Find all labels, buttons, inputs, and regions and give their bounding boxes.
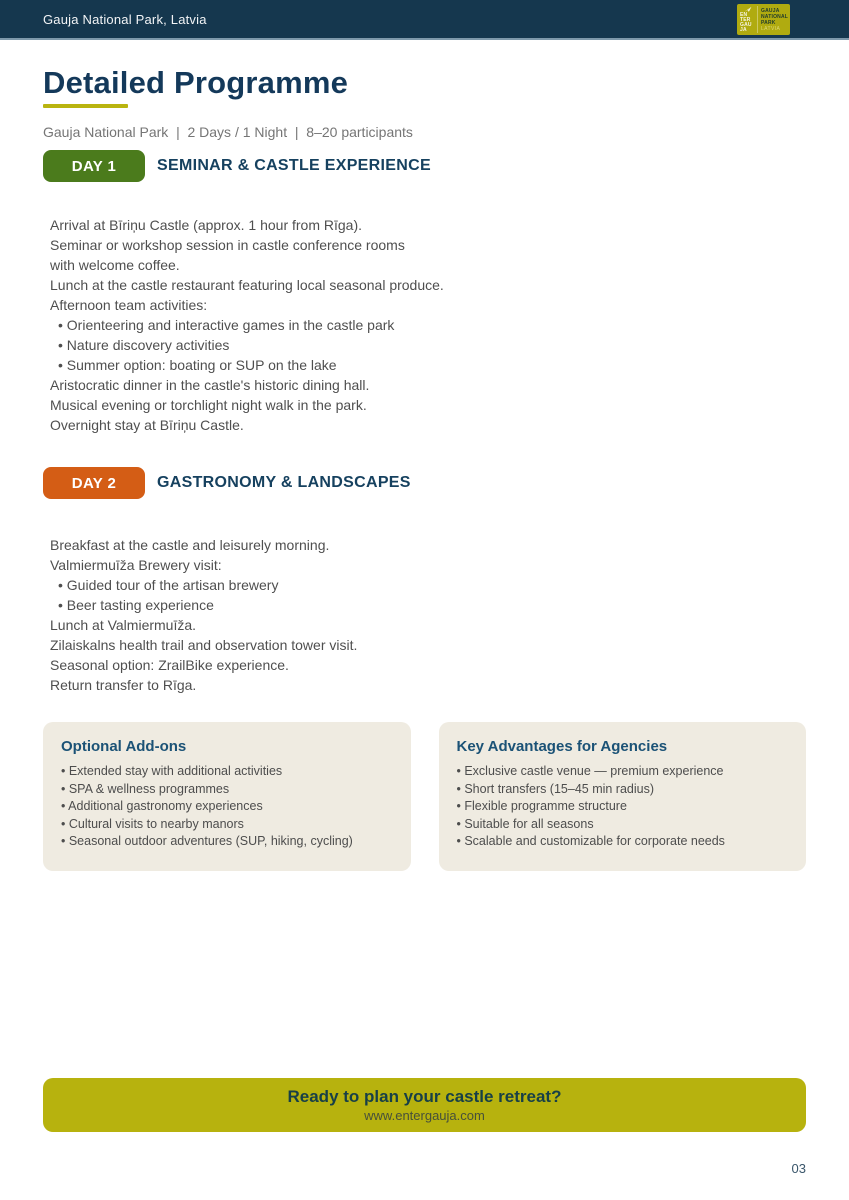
programme-bullet: • Guided tour of the artisan brewery [58, 577, 279, 593]
page-number: 03 [791, 1160, 806, 1176]
day1-header [43, 150, 806, 182]
website-link[interactable]: www.entergauja.com [364, 1107, 485, 1123]
card-bullet: • SPA & wellness programmes [61, 781, 230, 796]
day1-programme [43, 215, 806, 435]
header-title: Gauja National Park, Latvia [43, 11, 207, 27]
cta-title: Ready to plan your castle retreat? [287, 1086, 562, 1106]
logo-park-name: GAUJA NATIONAL PARK LATVIA [757, 6, 788, 33]
programme-bullet: • Beer tasting experience [58, 597, 214, 613]
programme-line: Seminar or workshop session in castle conference rooms [50, 237, 405, 253]
page-footer [43, 1160, 806, 1178]
card-bullet: • Additional gastronomy experiences [61, 799, 263, 813]
card-bullet: • Seasonal outdoor adventures (SUP, hiking, cycling) [61, 834, 353, 848]
card-bullet: • Suitable for all seasons [456, 816, 594, 831]
logo-brand-text: EN TER GAU JA [740, 11, 752, 33]
programme-line: Breakfast at the castle and leisurely morning. [50, 537, 330, 553]
card-bullet: • Extended stay with additional activities [61, 764, 283, 778]
key-advantages-title: Key Advantages for Agencies [456, 738, 668, 755]
programme-bullet: • Summer option: boating or SUP on the lake [58, 357, 337, 373]
header-bar [0, 0, 849, 40]
card-bullet: • Scalable and customizable for corporate needs [456, 834, 725, 848]
programme-line: Afternoon team activities: [50, 297, 208, 313]
card-bullet: • Cultural visits to nearby manors [61, 816, 244, 831]
programme-line: Lunch at the castle restaurant featuring local seasonal produce. [50, 277, 444, 293]
page-title: Detailed Programme [43, 65, 349, 100]
day2-badge: DAY 2 [43, 467, 145, 499]
card-bullet: • Exclusive castle venue — premium experience [456, 764, 724, 778]
programme-line: Musical evening or torchlight night walk in the park. [50, 397, 367, 413]
day2-section [43, 467, 806, 695]
day1-badge: DAY 1 [43, 150, 145, 182]
programme-bullet: • Nature discovery activities [58, 337, 230, 353]
programme-line: Seasonal option: ZrailBike experience. [50, 657, 289, 673]
optional-addons-card [43, 722, 411, 871]
programme-line: Return transfer to Rīga. [50, 677, 197, 693]
card-bullet: • Flexible programme structure [456, 799, 627, 813]
programme-line: with welcome coffee. [50, 257, 180, 273]
programme-line: Lunch at Valmiermuīža. [50, 617, 197, 633]
title-accent-bar [43, 104, 128, 108]
key-advantages-card [439, 722, 807, 871]
programme-line: Overnight stay at Bīriņu Castle. [50, 417, 244, 433]
programme-line: Arrival at Bīriņu Castle (approx. 1 hour from Rīga). [50, 217, 363, 233]
origami-bird-icon [742, 7, 754, 12]
day2-header [43, 467, 806, 499]
programme-line: Valmiermuīža Brewery visit: [50, 557, 222, 573]
programme-bullet: • Orienteering and interactive games in the castle park [58, 317, 395, 333]
day1-section [43, 150, 806, 435]
card-bullet: • Short transfers (15–45 min radius) [456, 781, 655, 796]
programme-line: Zilaiskalns health trail and observation tower visit. [50, 637, 358, 653]
subtitle: Gauja National Park | 2 Days / 1 Night | 8–20 participants [43, 124, 413, 140]
day1-heading: SEMINAR & CASTLE EXPERIENCE [157, 157, 431, 174]
programme-line: Aristocratic dinner in the castle's historic dining hall. [50, 377, 370, 393]
optional-addons-title: Optional Add-ons [61, 738, 187, 755]
park-logo [737, 4, 790, 35]
day2-heading: GASTRONOMY & LANDSCAPES [157, 474, 411, 491]
info-cards [43, 722, 806, 871]
main-content [0, 40, 849, 1178]
logo-left [740, 6, 754, 33]
day2-programme [43, 535, 806, 695]
cta-banner [43, 1078, 806, 1132]
